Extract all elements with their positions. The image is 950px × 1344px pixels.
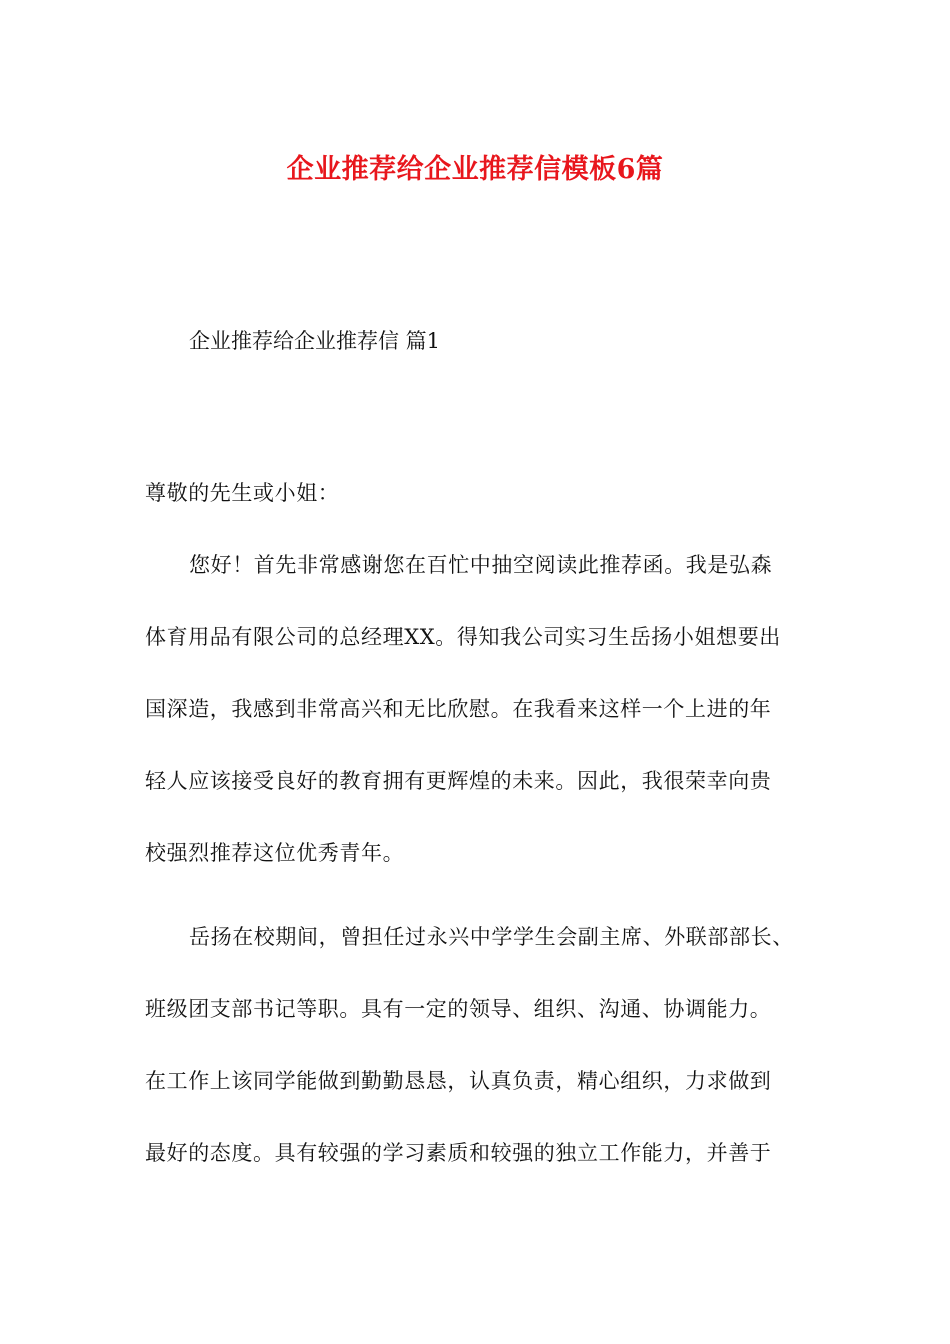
paragraph-line: 校强烈推荐这位优秀青年。 bbox=[145, 841, 405, 865]
paragraph-line: 体育用品有限公司的总经理XX。得知我公司实习生岳扬小姐想要出 bbox=[145, 625, 781, 649]
section-heading: 企业推荐给企业推荐信 篇1 bbox=[189, 329, 441, 353]
paragraph-line: 岳扬在校期间，曾担任过永兴中学学生会副主席、外联部部长、 bbox=[189, 925, 794, 949]
document-title: 企业推荐给企业推荐信模板6篇 bbox=[286, 154, 664, 186]
paragraph-line: 您好！首先非常感谢您在百忙中抽空阅读此推荐函。我是弘森 bbox=[189, 553, 773, 577]
paragraph-line: 在工作上该同学能做到勤勤恳恳，认真负责，精心组织，力求做到 bbox=[145, 1069, 772, 1093]
paragraph-line: 轻人应该接受良好的教育拥有更辉煌的未来。因此，我很荣幸向贵 bbox=[145, 769, 772, 793]
paragraph-line: 国深造，我感到非常高兴和无比欣慰。在我看来这样一个上进的年 bbox=[145, 697, 772, 721]
paragraph-line: 班级团支部书记等职。具有一定的领导、组织、沟通、协调能力。 bbox=[145, 997, 772, 1021]
salutation-line: 尊敬的先生或小姐： bbox=[145, 481, 340, 505]
paragraph-line: 最好的态度。具有较强的学习素质和较强的独立工作能力，并善于 bbox=[145, 1141, 772, 1165]
